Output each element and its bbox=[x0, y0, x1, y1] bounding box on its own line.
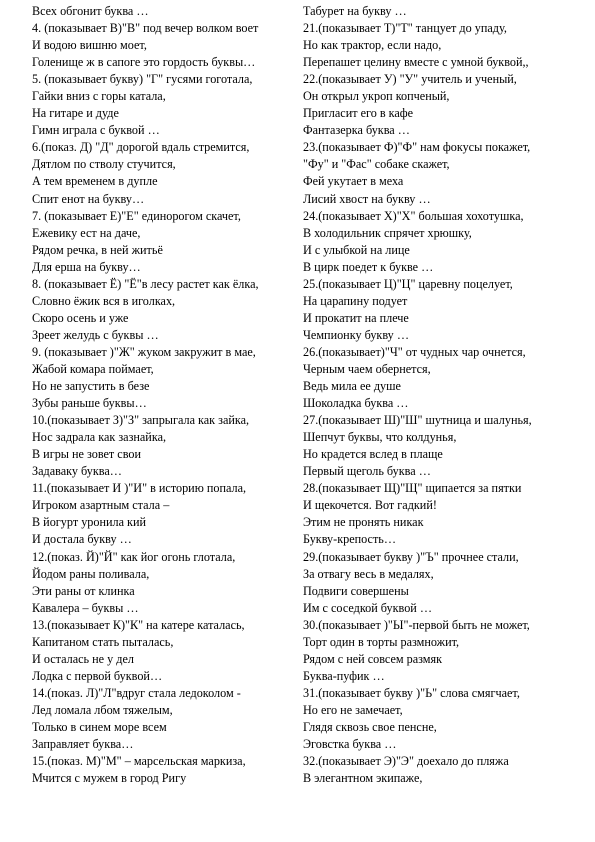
text-line: Он открыл укроп копченый, bbox=[303, 89, 450, 104]
text-line: Но как трактор, если надо, bbox=[303, 38, 442, 53]
text-line: Букву-крепость… bbox=[303, 532, 397, 547]
text-line: Подвиги совершены bbox=[303, 583, 409, 598]
text-line: На гитаре и дуде bbox=[32, 106, 119, 121]
text-line: Ведь мила ее душе bbox=[303, 379, 401, 394]
text-line: Зреет желудь с буквы … bbox=[32, 327, 159, 342]
right-text-column bbox=[303, 3, 588, 787]
text-line: 6.(показ. Д) "Д" дорогой вдаль стремится, bbox=[32, 140, 250, 155]
text-line: "Фу" и "Фас" собаке скажет, bbox=[303, 157, 450, 172]
text-line: И щекочется. Вот гадкий! bbox=[303, 498, 437, 513]
text-line: Фей укутает в меха bbox=[303, 174, 404, 189]
text-line: Нос задрала как зазнайка, bbox=[32, 430, 167, 445]
text-line: 7. (показывает Е)"Е" единорогом скачет, bbox=[32, 208, 241, 223]
text-line: Лисий хвост на букву … bbox=[303, 191, 431, 206]
text-line: Зубы раньше буквы… bbox=[32, 396, 147, 411]
text-line: Глядя сквозь свое пенсне, bbox=[303, 719, 437, 734]
text-line: Черным чаем обернется, bbox=[303, 361, 431, 376]
text-line: 9. (показывает )"Ж" жуком закружит в мае, bbox=[32, 344, 256, 359]
text-line: 32.(показывает Э)"Э" доехало до пляжа bbox=[303, 754, 509, 769]
left-text-column bbox=[32, 3, 294, 787]
text-line: Скоро осень и уже bbox=[32, 310, 129, 325]
text-line: Капитаном стать пыталась, bbox=[32, 634, 174, 649]
text-line: Дятлом по стволу стучится, bbox=[32, 157, 176, 172]
text-line: Буква-пуфик … bbox=[303, 668, 385, 683]
text-line: В холодильник спрячет хрюшку, bbox=[303, 225, 472, 240]
text-line: И достала букву … bbox=[32, 532, 132, 547]
text-line: Этим не пронять никак bbox=[303, 515, 424, 530]
text-line: 14.(показ. Л)"Л"вдруг стала ледоколом - bbox=[32, 685, 241, 700]
text-line: Но его не замечает, bbox=[303, 702, 403, 717]
text-line: Эговстка буква … bbox=[303, 737, 397, 752]
text-line: Гайки вниз с горы катала, bbox=[32, 89, 166, 104]
text-line: Рядом речка, в ней житьё bbox=[32, 242, 163, 257]
text-line: Лед ломала лбом тяжелым, bbox=[32, 702, 173, 717]
text-line: Только в синем море всем bbox=[32, 719, 167, 734]
text-line: 23.(показывает Ф)"Ф" нам фокусы покажет, bbox=[303, 140, 531, 155]
text-line: 24.(показывает Х)"Х" большая хохотушка, bbox=[303, 208, 524, 223]
text-line: И водою вишню моет, bbox=[32, 38, 147, 53]
text-line: И с улыбкой на лице bbox=[303, 242, 410, 257]
text-line: В цирк поедет к букве … bbox=[303, 259, 434, 274]
text-line: В игры не зовет свои bbox=[32, 447, 142, 462]
text-line: Всех обгонит буква … bbox=[32, 4, 149, 18]
text-line: Заправляет буква… bbox=[32, 737, 134, 752]
text-line: Гимн играла с буквой … bbox=[32, 123, 160, 138]
text-line: 15.(показ. М)"М" – марсельская маркиза, bbox=[32, 754, 246, 769]
text-line: 8. (показывает Ё) "Ё"в лесу растет как ёлка, bbox=[32, 276, 259, 291]
text-line: В йогурт уронила кий bbox=[32, 515, 147, 530]
text-line: 10.(показывает З)"З" запрыгала как зайка, bbox=[32, 413, 250, 428]
text-line: 27.(показывает Ш)"Ш" шутница и шалунья, bbox=[303, 413, 532, 428]
text-line: 30.(показывает )"Ы"-первой быть не может, bbox=[303, 617, 530, 632]
text-line: Задаваку буква… bbox=[32, 464, 122, 479]
text-line: Рядом с ней совсем размяк bbox=[303, 651, 442, 666]
text-line: 22.(показывает У) "У" учитель и ученый, bbox=[303, 72, 517, 87]
text-line: Торт один в торты размножит, bbox=[303, 634, 460, 649]
text-line: На царапину подует bbox=[303, 293, 408, 308]
text-line: Перепашет целину вместе с умной буквой,, bbox=[303, 55, 529, 70]
text-line: Кавалера – буквы … bbox=[32, 600, 139, 615]
text-line: За отвагу весь в медалях, bbox=[303, 566, 434, 581]
text-line: Лодка с первой буквой… bbox=[32, 668, 163, 683]
text-line: Им с соседкой буквой … bbox=[303, 600, 433, 615]
text-line: Голенище ж в сапоге это гордость буквы… bbox=[32, 55, 256, 70]
text-line: Словно ёжик вся в иголках, bbox=[32, 293, 176, 308]
text-line: 29.(показывает букву )"Ъ" прочнее стали, bbox=[303, 549, 519, 564]
text-line: Но не запустить в безе bbox=[32, 379, 150, 394]
text-line: Спит енот на букву… bbox=[32, 191, 145, 206]
text-line: 12.(показ. Й)"Й" как йог огонь глотала, bbox=[32, 549, 236, 564]
text-line: Но крадется вслед в плаще bbox=[303, 447, 443, 462]
text-line: Игроком азартным стала – bbox=[32, 498, 170, 513]
text-line: Первый щеголь буква … bbox=[303, 464, 431, 479]
text-line: И прокатит на плече bbox=[303, 310, 409, 325]
text-line: Ежевику ест на даче, bbox=[32, 225, 141, 240]
text-line: И осталась не у дел bbox=[32, 651, 134, 666]
text-line: 21.(показывает Т)"Т" танцует до упаду, bbox=[303, 21, 507, 36]
text-line: Йодом раны поливала, bbox=[32, 566, 150, 581]
text-line: Табурет на букву … bbox=[303, 4, 407, 18]
text-line: 25.(показывает Ц)"Ц" царевну поцелует, bbox=[303, 276, 513, 291]
text-line: Чемпионку букву … bbox=[303, 327, 410, 342]
text-line: 31.(показывает букву )"Ь" слова смягчает, bbox=[303, 685, 520, 700]
text-line: В элегантном экипаже, bbox=[303, 771, 423, 786]
text-line: 28.(показывает Щ)"Щ" щипается за пятки bbox=[303, 481, 522, 496]
text-line: Пригласит его в кафе bbox=[303, 106, 414, 121]
text-line: 5. (показывает букву) "Г" гусями гоготала, bbox=[32, 72, 253, 87]
text-line: Жабой комара поймает, bbox=[32, 361, 154, 376]
text-line: А тем временем в дупле bbox=[32, 174, 158, 189]
text-line: Шепчут буквы, что колдунья, bbox=[303, 430, 457, 445]
text-line: Фантазерка буква … bbox=[303, 123, 410, 138]
text-line: 26.(показывает)"Ч" от чудных чар очнется, bbox=[303, 344, 526, 359]
text-line: Эти раны от клинка bbox=[32, 583, 135, 598]
text-line: Для ерша на букву… bbox=[32, 259, 141, 274]
text-line: Мчится с мужем в город Ригу bbox=[32, 771, 187, 786]
text-line: 4. (показывает В)"В" под вечер волком воет bbox=[32, 21, 259, 36]
text-line: 13.(показывает К)"К" на катере каталась, bbox=[32, 617, 245, 632]
text-line: Шоколадка буква … bbox=[303, 396, 409, 411]
text-line: 11.(показывает И )"И" в историю попала, bbox=[32, 481, 247, 496]
